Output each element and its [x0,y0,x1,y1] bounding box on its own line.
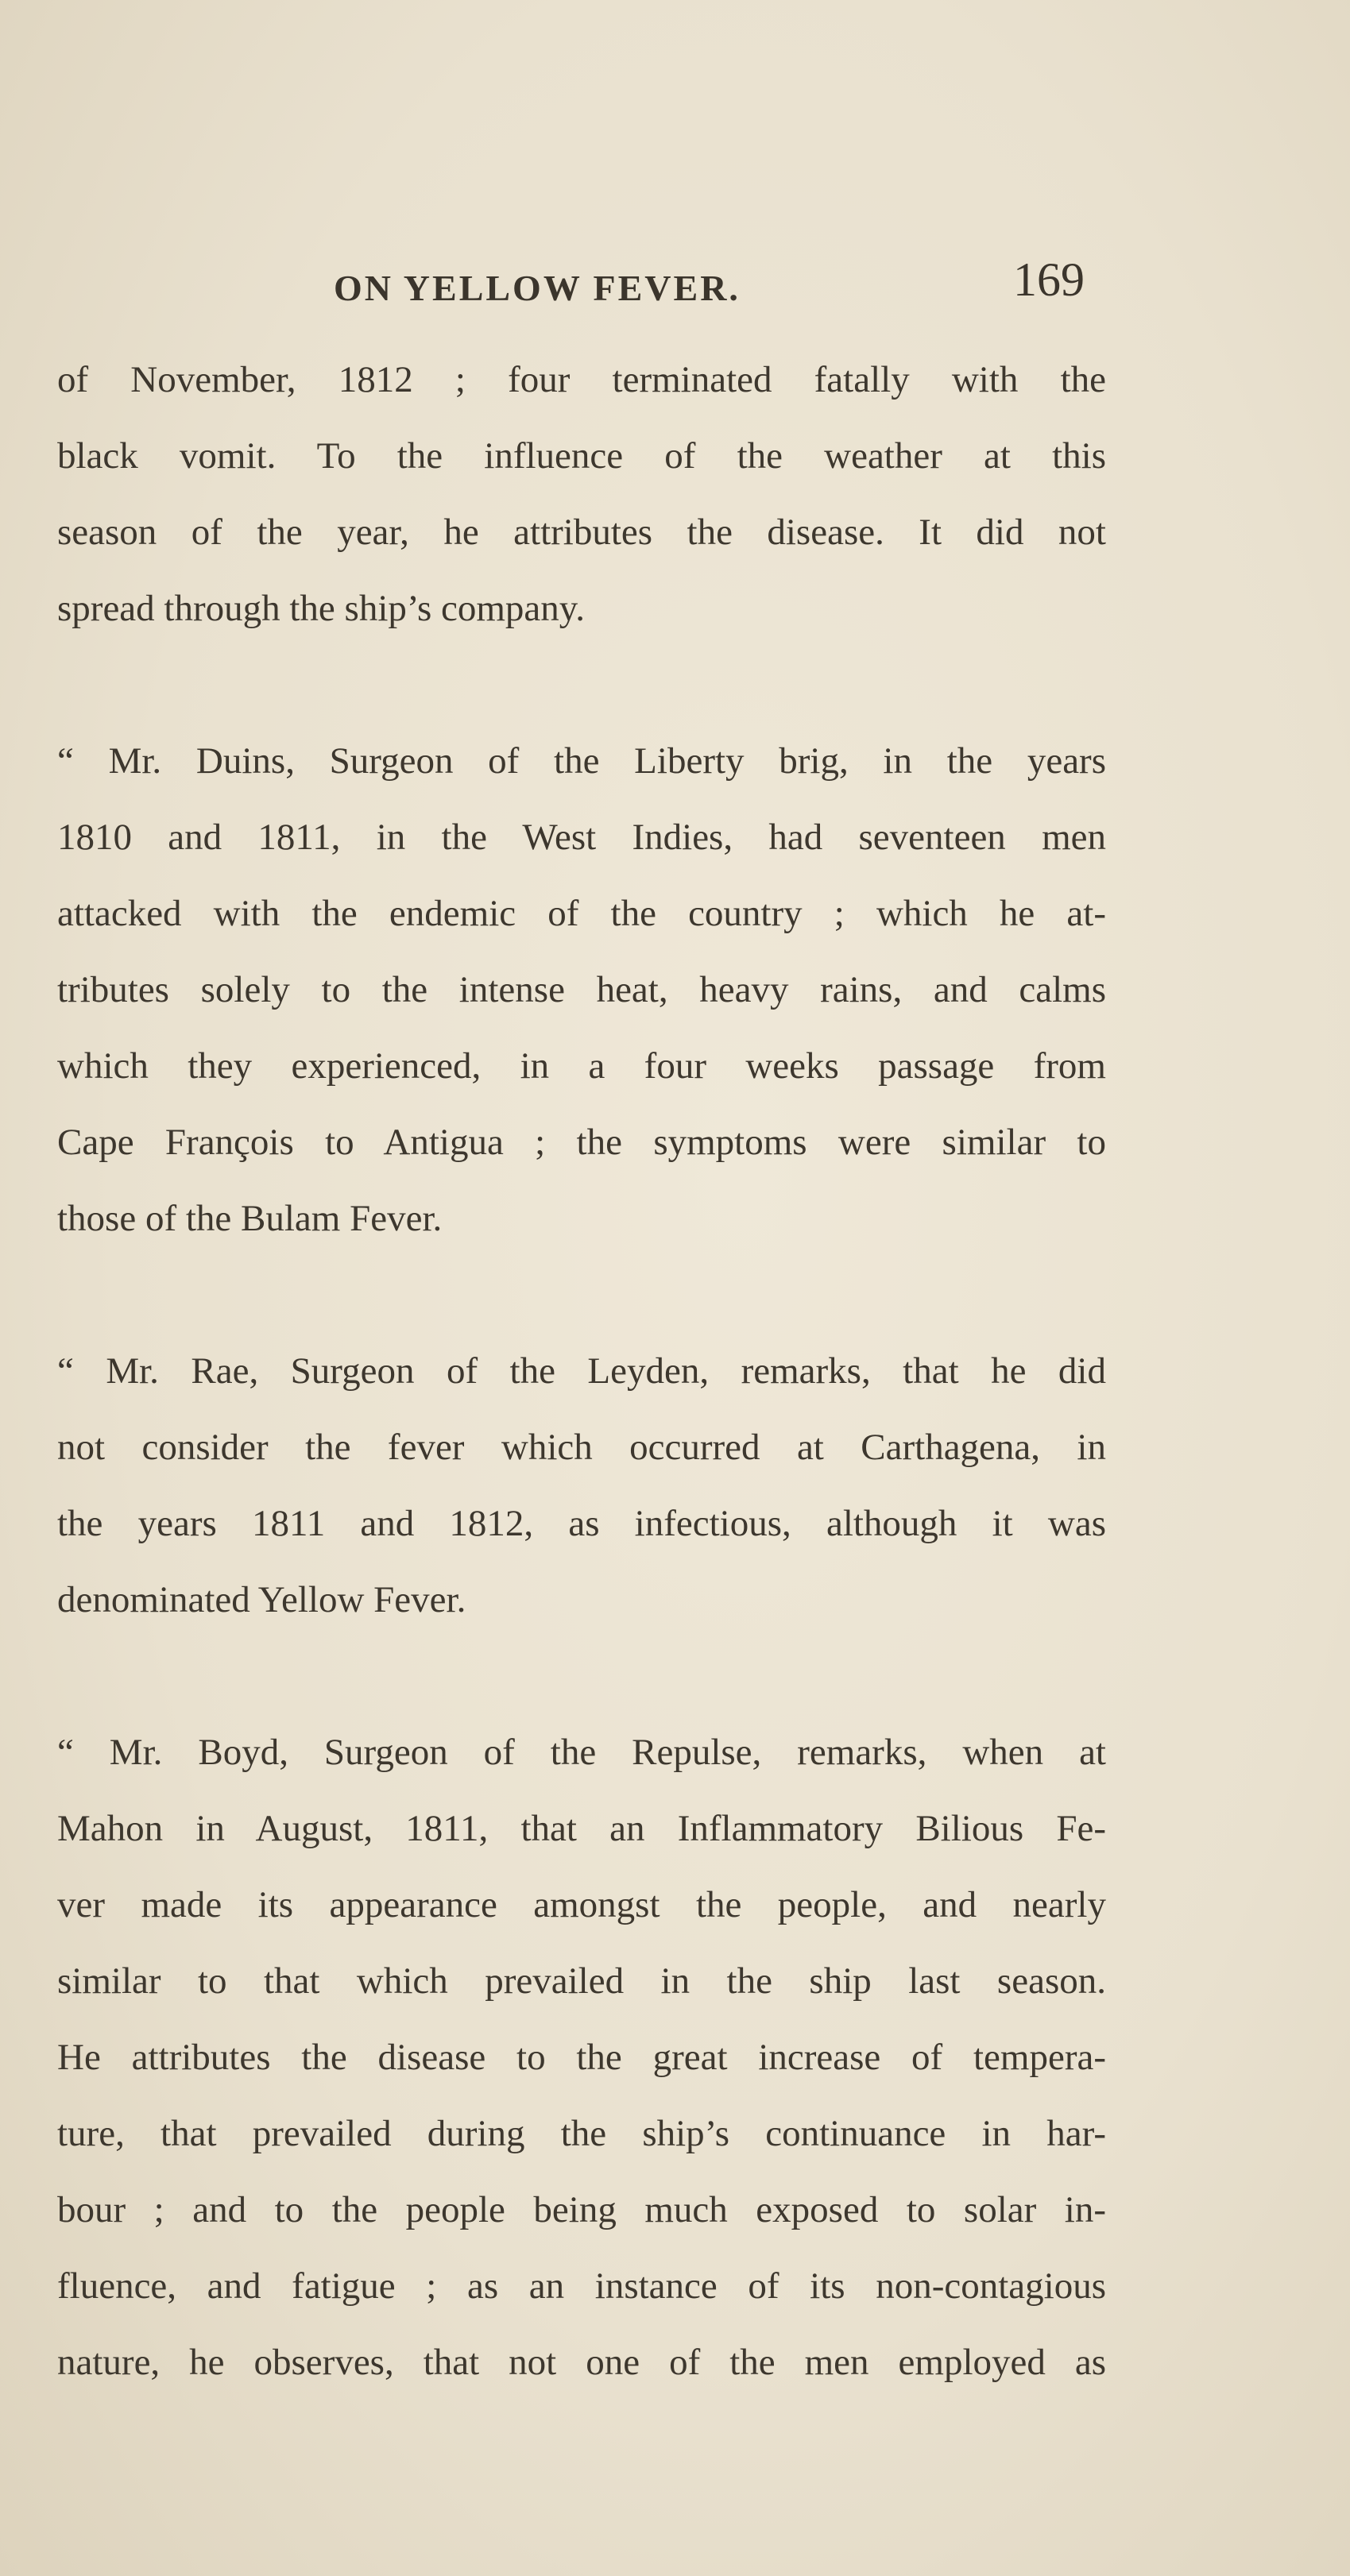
text-line: of November, 1812 ; four terminated fatally with the [57,359,1106,400]
text-line: spread through the ship’s company. [57,588,585,629]
text-line: 1810 and 1811, in the West Indies, had seventeen men [57,817,1106,858]
text-line: bour ; and to the people being much exposed to solar in- [57,2189,1106,2230]
text-line: denominated Yellow Fever. [57,1579,466,1620]
paragraph-gap [57,1638,1106,1714]
text-line: Mahon in August, 1811, that an Inflammatory Bilious Fe- [57,1808,1106,1849]
text-line: “ Mr. Rae, Surgeon of the Leyden, remarks, that he did [57,1350,1106,1392]
text-line: attacked with the endemic of the country ; which he at- [57,893,1106,934]
text-line: “ Mr. Boyd, Surgeon of the Repulse, remarks, when at [57,1732,1106,1773]
text-line: ture, that prevailed during the ship’s continuance in har- [57,2113,1106,2154]
text-line: similar to that which prevailed in the ship last season. [57,1960,1106,2002]
paragraph-mr-boyd [57,1714,1106,2400]
text-line: “ Mr. Duins, Surgeon of the Liberty brig, in the years [57,740,1106,782]
paragraph-mr-rae [57,1333,1106,1638]
running-title: ON YELLOW FEVER. [334,268,741,308]
paragraph-november-1812 [57,342,1106,647]
running-head [0,253,1350,324]
text-line: He attributes the disease to the great increase of tempera- [57,2037,1106,2078]
text-line: Cape François to Antigua ; the symptoms were similar to [57,1122,1106,1163]
paragraph-gap [57,647,1106,723]
text-line: those of the Bulam Fever. [57,1198,443,1239]
text-line: nature, he observes, that not one of the men employed as [57,2342,1106,2383]
body-text [57,342,1106,2400]
text-line: the years 1811 and 1812, as infectious, although it was [57,1503,1106,1544]
text-line: season of the year, he attributes the disease. It did not [57,512,1106,553]
text-line: fluence, and fatigue ; as an instance of its non-contagious [57,2265,1106,2307]
text-line: not consider the fever which occurred at Carthagena, in [57,1427,1106,1468]
paragraph-gap [57,1257,1106,1333]
paragraph-mr-duins [57,723,1106,1257]
page-number: 169 [1013,253,1085,306]
text-line: which they experienced, in a four weeks passage from [57,1045,1106,1087]
text-line: tributes solely to the intense heat, heavy rains, and calms [57,969,1106,1010]
text-line: black vomit. To the influence of the weather at this [57,435,1106,477]
text-line: ver made its appearance amongst the people, and nearly [57,1884,1106,1925]
